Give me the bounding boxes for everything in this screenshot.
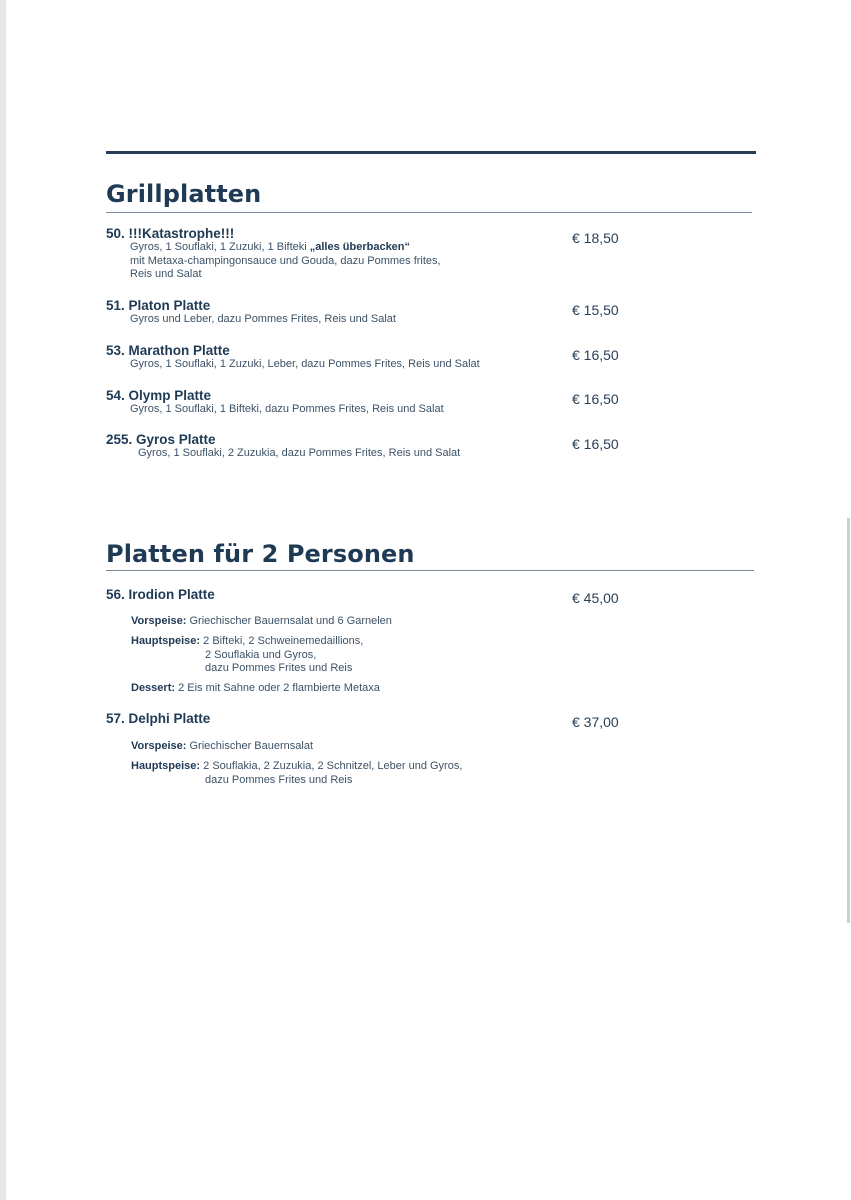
item-name: 50. !!!Katastrophe!!! xyxy=(106,226,235,241)
course-text: 2 Bifteki, 2 Schweinemedaillions, xyxy=(203,635,364,647)
item-description: Gyros, 1 Souflaki, 2 Zuzukia, dazu Pommes Frites, Reis und Salat xyxy=(138,447,461,459)
course-vorspeise xyxy=(131,740,313,754)
menu-item-56 xyxy=(106,587,756,602)
menu-item-50 xyxy=(106,226,756,282)
item-price: € 16,50 xyxy=(572,391,619,407)
item-price: € 18,50 xyxy=(572,230,619,246)
item-name: 54. Olymp Platte xyxy=(106,388,212,403)
course-vorspeise xyxy=(131,615,392,629)
course-label: Vorspeise: xyxy=(131,740,187,752)
item-name: 57. Delphi Platte xyxy=(106,711,211,726)
item-name: 255. Gyros Platte xyxy=(106,432,216,447)
item-price: € 45,00 xyxy=(572,590,619,606)
menu-item-51 xyxy=(106,298,756,327)
item-price: € 16,50 xyxy=(572,347,619,363)
section-divider xyxy=(106,212,752,213)
course-text: dazu Pommes Frites und Reis xyxy=(205,773,353,786)
course-text: 2 Eis mit Sahne oder 2 flambierte Metaxa xyxy=(178,682,380,694)
menu-item-57 xyxy=(106,711,756,726)
course-text: 2 Souflakia und Gyros, xyxy=(205,648,317,661)
menu-item-255 xyxy=(106,432,756,461)
item-name: 56. Irodion Platte xyxy=(106,587,215,602)
course-text: dazu Pommes Frites und Reis xyxy=(205,662,353,674)
course-label: Dessert: xyxy=(131,682,176,694)
item-description: Gyros, 1 Souflaki, 1 Bifteki, dazu Pommes Frites, Reis und Salat xyxy=(130,403,444,415)
course-dessert xyxy=(131,682,380,696)
course-text: Griechischer Bauernsalat und 6 Garnelen xyxy=(189,615,392,627)
item-highlight: „alles überbacken“ xyxy=(309,241,411,253)
section-title-platten-2-personen: Platten für 2 Personen xyxy=(106,540,415,568)
section-divider xyxy=(106,570,754,571)
item-description: Gyros, 1 Souflaki, 1 Zuzuki, 1 Bifteki „alles überbacken“ mit Metaxa-champingonsauce und Gouda, dazu Pommes frites, Reis und Salat xyxy=(130,241,441,280)
course-hauptspeise xyxy=(131,760,462,787)
course-hauptspeise xyxy=(131,635,363,676)
item-description: Gyros und Leber, dazu Pommes Frites, Reis und Salat xyxy=(130,313,396,325)
item-description: Gyros, 1 Souflaki, 1 Zuzuki, Leber, dazu Pommes Frites, Reis und Salat xyxy=(130,358,480,370)
course-text: Griechischer Bauernsalat xyxy=(189,740,314,752)
item-name: 53. Marathon Platte xyxy=(106,343,230,358)
menu-item-54 xyxy=(106,388,756,417)
item-price: € 16,50 xyxy=(572,436,619,452)
course-label: Hauptspeise: xyxy=(131,635,201,647)
page-left-edge xyxy=(0,0,6,1200)
item-price: € 37,00 xyxy=(572,714,619,730)
top-divider xyxy=(106,151,756,154)
course-label: Vorspeise: xyxy=(131,615,187,627)
scrollbar[interactable] xyxy=(847,518,850,923)
menu-item-53 xyxy=(106,343,756,372)
section-title-grillplatten: Grillplatten xyxy=(106,180,262,208)
course-label: Hauptspeise: xyxy=(131,760,201,772)
item-name: 51. Platon Platte xyxy=(106,298,211,313)
course-text: 2 Souflakia, 2 Zuzukia, 2 Schnitzel, Leber und Gyros, xyxy=(203,760,463,772)
item-price: € 15,50 xyxy=(572,302,619,318)
